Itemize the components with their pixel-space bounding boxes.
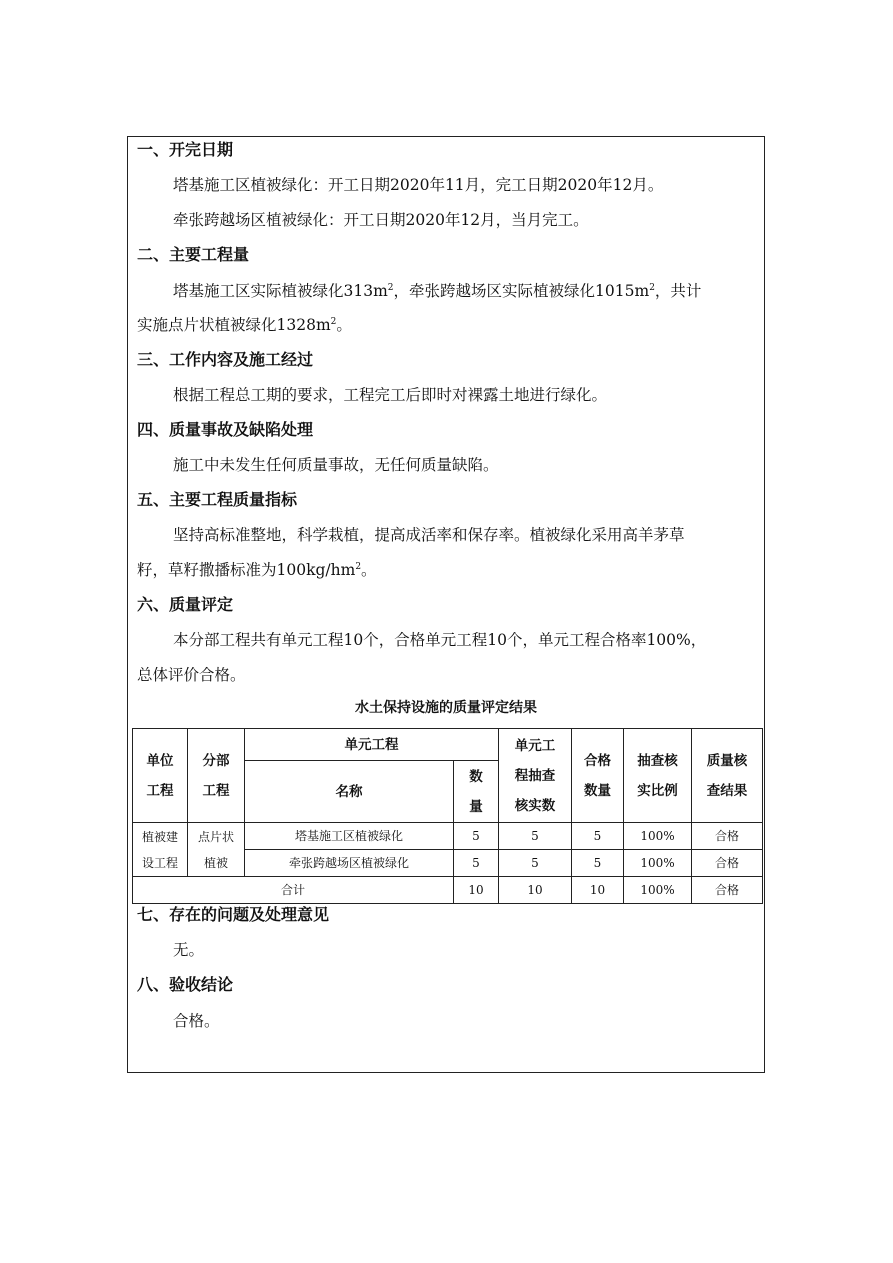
header-result: 质量核 查结果 xyxy=(692,729,763,823)
row1-result: 合格 xyxy=(692,823,763,850)
section-4-title: 四、质量事故及缺陷处理 xyxy=(137,420,314,439)
section-6-line-2: 总体评价合格。 xyxy=(137,666,246,684)
row2-qualified: 5 xyxy=(572,850,624,877)
sub-project-cell: 点片状 植被 xyxy=(188,823,245,877)
section-7-line: 无。 xyxy=(173,941,205,959)
s5-text-a: 籽，草籽撒播标准为100kg/hm xyxy=(137,561,356,579)
total-label: 合计 xyxy=(133,877,454,904)
section-6-line-1: 本分部工程共有单元工程10个，合格单元工程10个，单元工程合格率100%， xyxy=(173,631,707,649)
total-ratio: 100% xyxy=(624,877,692,904)
section-8-line: 合格。 xyxy=(173,1012,220,1030)
section-2-line-2 xyxy=(137,315,759,335)
total-result: 合格 xyxy=(692,877,763,904)
section-1-title: 一、开完日期 xyxy=(137,140,234,159)
row1-ratio: 100% xyxy=(624,823,692,850)
quality-table xyxy=(132,728,763,904)
section-1-line-2: 牵张跨越场区植被绿化：开工日期2020年12月，当月完工。 xyxy=(173,211,589,229)
section-3-title: 三、工作内容及施工经过 xyxy=(137,350,314,369)
total-quantity: 10 xyxy=(454,877,499,904)
row2-ratio: 100% xyxy=(624,850,692,877)
s2-sup-1: 2 xyxy=(387,283,394,293)
section-5-title: 五、主要工程质量指标 xyxy=(137,490,298,509)
section-2-title: 二、主要工程量 xyxy=(137,245,250,264)
s5-text-b: 。 xyxy=(361,561,377,579)
row2-name: 牵张跨越场区植被绿化 xyxy=(245,850,454,877)
row2-result: 合格 xyxy=(692,850,763,877)
s2-text-a: 塔基施工区实际植被绿化313m xyxy=(173,282,388,300)
header-ratio: 抽查核 实比例 xyxy=(624,729,692,823)
row1-sampled: 5 xyxy=(499,823,572,850)
row1-qualified: 5 xyxy=(572,823,624,850)
table-total-row xyxy=(133,877,763,904)
header-unit-element: 单元工程 xyxy=(245,729,499,761)
s2-sup-3: 2 xyxy=(330,317,337,327)
header-quantity: 数 量 xyxy=(454,761,499,823)
header-sub-project: 分部 工程 xyxy=(188,729,245,823)
header-sampled: 单元工 程抽查 核实数 xyxy=(499,729,572,823)
s2-text-b: ，牵张跨越场区实际植被绿化1015m xyxy=(393,282,650,300)
table-title: 水土保持设施的质量评定结果 xyxy=(355,700,537,716)
s2-text-d: 实施点片状植被绿化1328m xyxy=(137,316,331,334)
section-5-line-2 xyxy=(137,560,759,580)
section-8-title: 八、验收结论 xyxy=(137,975,234,994)
header-qualified: 合格 数量 xyxy=(572,729,624,823)
section-3-line: 根据工程总工期的要求，工程完工后即时对裸露土地进行绿化。 xyxy=(173,386,608,404)
s5-sup: 2 xyxy=(355,562,362,572)
table-row xyxy=(133,823,763,850)
row1-quantity: 5 xyxy=(454,823,499,850)
row2-quantity: 5 xyxy=(454,850,499,877)
row2-sampled: 5 xyxy=(499,850,572,877)
section-5-line-1: 坚持高标准整地，科学栽植，提高成活率和保存率。植被绿化采用高羊茅草 xyxy=(173,526,685,544)
unit-project-cell: 植被建 设工程 xyxy=(133,823,188,877)
section-2-line-1 xyxy=(137,281,795,301)
section-6-title: 六、质量评定 xyxy=(137,595,234,614)
row1-name: 塔基施工区植被绿化 xyxy=(245,823,454,850)
header-unit-project: 单位 工程 xyxy=(133,729,188,823)
section-4-line: 施工中未发生任何质量事故，无任何质量缺陷。 xyxy=(173,456,499,474)
section-7-title: 七、存在的问题及处理意见 xyxy=(137,905,330,924)
section-1-line-1: 塔基施工区植被绿化：开工日期2020年11月，完工日期2020年12月。 xyxy=(173,176,664,194)
header-name: 名称 xyxy=(245,761,454,823)
s2-text-c: ，共计 xyxy=(654,282,702,300)
total-qualified: 10 xyxy=(572,877,624,904)
s2-text-e: 。 xyxy=(336,316,352,334)
total-sampled: 10 xyxy=(499,877,572,904)
s2-sup-2: 2 xyxy=(649,283,655,293)
